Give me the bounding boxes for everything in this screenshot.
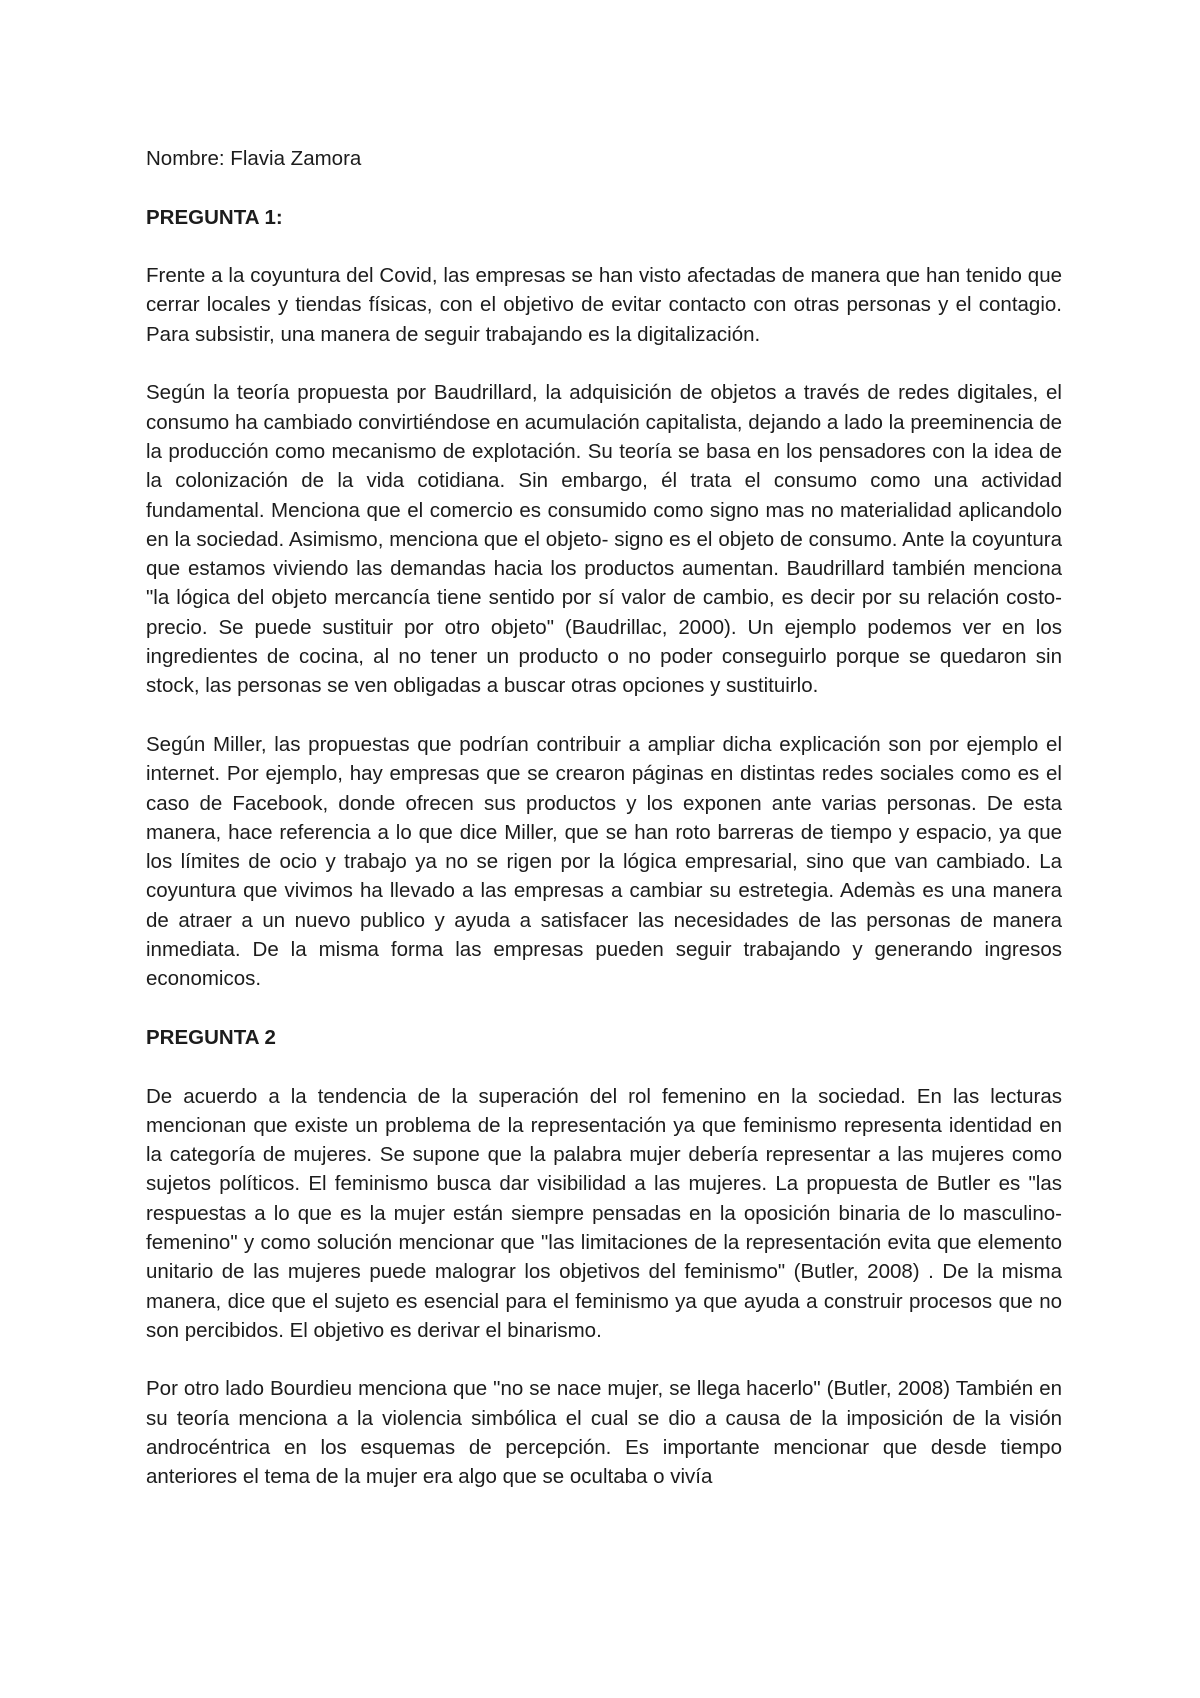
author-name-line: Nombre: Flavia Zamora — [146, 147, 362, 170]
section-heading-pregunta-1: PREGUNTA 1: — [146, 205, 283, 229]
paragraph: De acuerdo a la tendencia de la superación del rol femenino en la sociedad. En las lecturas mencionan que existe un problema de la representación ya que feminismo representa identidad en la categoría de mujeres. Se supone que la palabra mujer debería representar a las mujeres como sujetos políticos. El feminismo busca dar visibilidad a las mujeres. La propuesta de Butler es "las respuestas a lo que es la mujer están siempre pensadas en la oposición binaria de lo masculino- femenino" y como solución mencionar que "las limitaciones de la representación evita que elemento unitario de las mujeres puede malograr los objetivos del feminismo" (Butler, 2008) . De la misma manera, dice que el sujeto es esencial para el feminismo ya que ayuda a construir procesos que no son percibidos. El objetivo es derivar el binarismo. — [146, 1084, 1062, 1342]
paragraph: Frente a la coyuntura del Covid, las empresas se han visto afectadas de manera que han tenido que cerrar locales y tiendas físicas, con el objetivo de evitar contacto con otras personas y el contagio. Para subsistir, una manera de seguir trabajando es la digitalización. — [146, 264, 1062, 346]
section-heading-pregunta-2: PREGUNTA 2 — [146, 1025, 276, 1049]
paragraph: Según la teoría propuesta por Baudrillard, la adquisición de objetos a través de redes digitales, el consumo ha cambiado convirtiéndose en acumulación capitalista, dejando a lado la preeminencia de la producción como mecanismo de explotación. Su teoría se basa en los pensadores con la idea de la colonización de la vida cotidiana. Sin embargo, él trata el consumo como una actividad fundamental. Menciona que el comercio es consumido como signo mas no materialidad aplicandolo en la sociedad. Asimismo, menciona que el objeto- signo es el objeto de consumo. Ante la coyuntura que estamos viviendo las demandas hacia los productos aumentan. Baudrillard también menciona "la lógica del objeto mercancía tiene sentido por sí valor de cambio, es decir por su relación costo-precio. Se puede sustituir por otro objeto" (Baudrillac, 2000). Un ejemplo podemos ver en los ingredientes de cocina, al no tener un producto o no poder conseguirlo porque se quedaron sin stock, las personas se ven obligadas a buscar otras opciones y sustituirlo. — [146, 381, 1062, 698]
document-body — [146, 144, 1062, 1521]
paragraph: Según Miller, las propuestas que podrían contribuir a ampliar dicha explicación son por ejemplo el internet. Por ejemplo, hay empresas que se crearon páginas en distintas redes sociales como es el caso de Facebook, donde ofrecen sus productos y los exponen ante varias personas. De esta manera, hace referencia a lo que dice Miller, que se han roto barreras de tiempo y espacio, ya que los límites de ocio y trabajo ya no se rigen por la lógica empresarial, sino que van cambiado. La coyuntura que vivimos ha llevado a las empresas a cambiar su estretegia. Ademàs es una manera de atraer a un nuevo publico y ayuda a satisfacer las necesidades de las personas de manera inmediata. De la misma forma las empresas pueden seguir trabajando y generando ingresos economicos. — [146, 732, 1062, 991]
paragraph: Por otro lado Bourdieu menciona que "no se nace mujer, se llega hacerlo" (Butler, 2008) También en su teoría menciona a la violencia simbólica el cual se dio a causa de la imposición de la visión androcéntrica en los esquemas de percepción. Es importante mencionar que desde tiempo anteriores el tema de la mujer era algo que se ocultaba o vivía — [146, 1377, 1062, 1489]
